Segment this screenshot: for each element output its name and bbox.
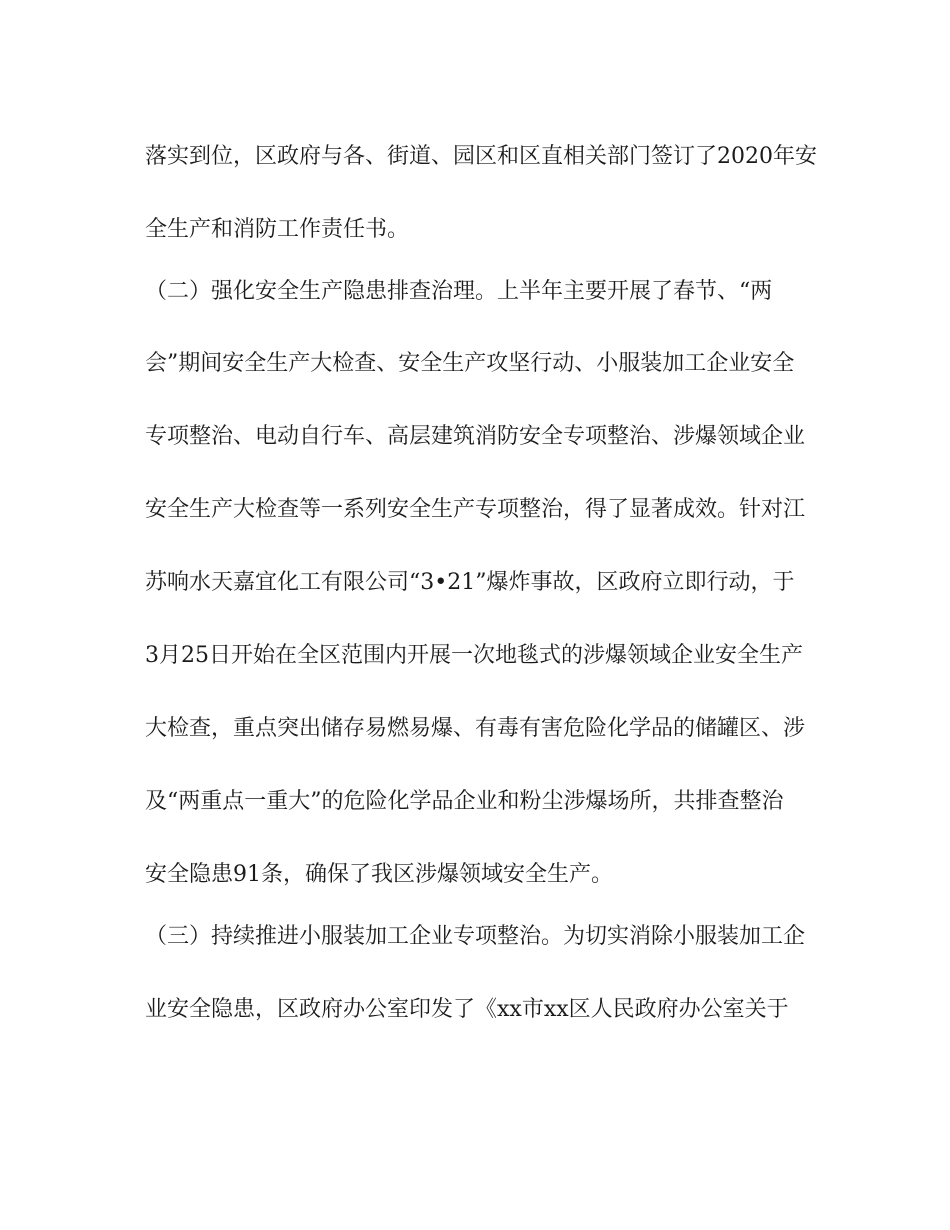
- text-line: 大检查，重点突出储存易燃易爆、有毒有害危险化学品的储罐区、涉: [145, 716, 806, 741]
- text-line: 业安全隐患，区政府办公室印发了《xx市xx区人民政府办公室关于: [145, 997, 789, 1022]
- text-line: 专项整治、电动自行车、高层建筑消防安全专项整治、涉爆领域企业: [145, 424, 806, 449]
- text-line: 安全隐患91条，确保了我区涉爆领域安全生产。: [145, 862, 613, 887]
- text-line: 安全生产大检查等一系列安全生产专项整治，得了显著成效。针对江: [145, 497, 806, 522]
- text-line: 及“两重点一重大”的危险化学品企业和粉尘涉爆场所，共排查整治: [145, 789, 784, 814]
- paragraph-heading-line: （二）强化安全生产隐患排查治理。上半年主要开展了春节、“两: [145, 279, 773, 304]
- text-line: 落实到位，区政府与各、街道、园区和区直相关部门签订了2020年安: [145, 144, 817, 169]
- text-line: 苏响水天嘉宜化工有限公司“3•21”爆炸事故，区政府立即行动，于: [145, 570, 795, 595]
- text-line: 全生产和消防工作责任书。: [145, 217, 410, 242]
- text-line: 3月25日开始在全区范围内开展一次地毯式的涉爆领域企业安全生产: [145, 643, 803, 668]
- text-line: 会”期间安全生产大检查、安全生产攻坚行动、小服装加工企业安全: [145, 351, 795, 376]
- paragraph-heading-line: （三）持续推进小服装加工企业专项整治。为切实消除小服装加工企: [145, 924, 806, 949]
